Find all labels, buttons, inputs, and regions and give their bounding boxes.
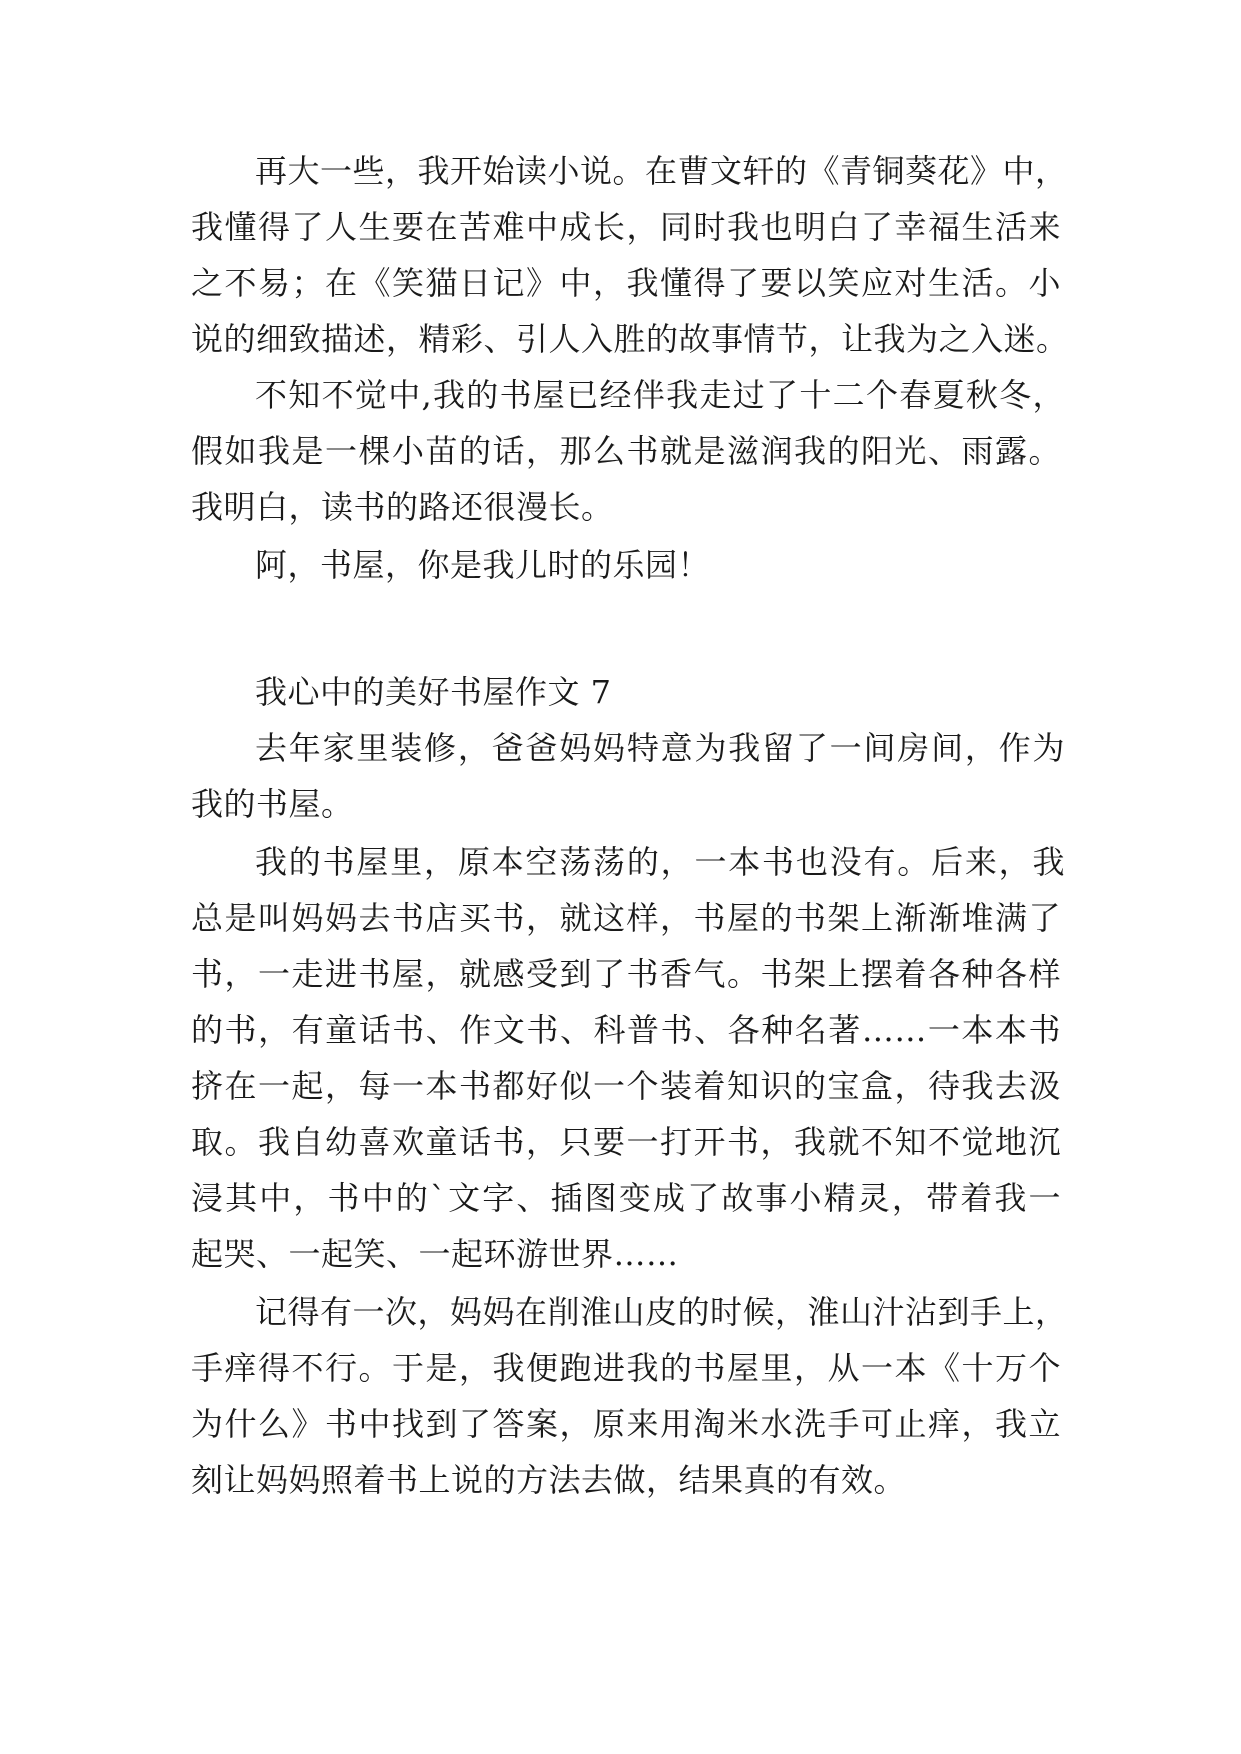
paragraph-line: 挤在一起，每一本书都好似一个装着知识的宝盒，待我去汲	[191, 1067, 1061, 1105]
paragraph-line: 记得有一次，妈妈在削淮山皮的时候，淮山汁沾到手上，	[255, 1293, 1068, 1331]
paragraph-line: 我的书屋里，原本空荡荡的，一本书也没有。后来，我	[255, 843, 1065, 881]
paragraph-line: 取。我自幼喜欢童话书，只要一打开书，我就不知不觉地沉	[191, 1123, 1061, 1161]
paragraph-line: 为什么》书中找到了答案，原来用淘米水洗手可止痒，我立	[191, 1405, 1061, 1443]
paragraph-line: 不知不觉中,我的书屋已经伴我走过了十二个春夏秋冬，	[255, 376, 1065, 414]
paragraph-line: 我明白，读书的路还很漫长。	[191, 488, 614, 526]
paragraph-line: 阿，书屋，你是我儿时的乐园！	[255, 546, 711, 584]
paragraph-line: 的书，有童话书、作文书、科普书、各种名著……一本本书	[191, 1011, 1061, 1049]
paragraph-line: 手痒得不行。于是，我便跑进我的书屋里，从一本《十万个	[191, 1349, 1061, 1387]
paragraph-line: 说的细致描述，精彩、引人入胜的故事情节，让我为之入迷。	[191, 320, 1069, 358]
paragraph-line: 我懂得了人生要在苦难中成长，同时我也明白了幸福生活来	[191, 208, 1061, 246]
paragraph-line: 书，一走进书屋，就感受到了书香气。书架上摆着各种各样	[191, 955, 1061, 993]
paragraph-line: 浸其中，书中的`文字、插图变成了故事小精灵，带着我一	[191, 1179, 1061, 1217]
paragraph-line: 之不易；在《笑猫日记》中，我懂得了要以笑应对生活。小	[191, 264, 1061, 302]
paragraph-line: 刻让妈妈照着书上说的方法去做，结果真的有效。	[191, 1461, 907, 1499]
paragraph-line: 总是叫妈妈去书店买书，就这样，书屋的书架上渐渐堆满了	[191, 899, 1061, 937]
paragraph-line: 去年家里装修，爸爸妈妈特意为我留了一间房间，作为	[255, 729, 1065, 767]
paragraph-line: 假如我是一棵小苗的话，那么书就是滋润我的阳光、雨露。	[191, 432, 1061, 470]
section-title: 我心中的美好书屋作文 7	[255, 673, 612, 711]
paragraph-line: 我的书屋。	[191, 785, 354, 823]
paragraph-line: 起哭、一起笑、一起环游世界……	[191, 1235, 679, 1273]
paragraph-line: 再大一些，我开始读小说。在曹文轩的《青铜葵花》中，	[255, 152, 1068, 190]
